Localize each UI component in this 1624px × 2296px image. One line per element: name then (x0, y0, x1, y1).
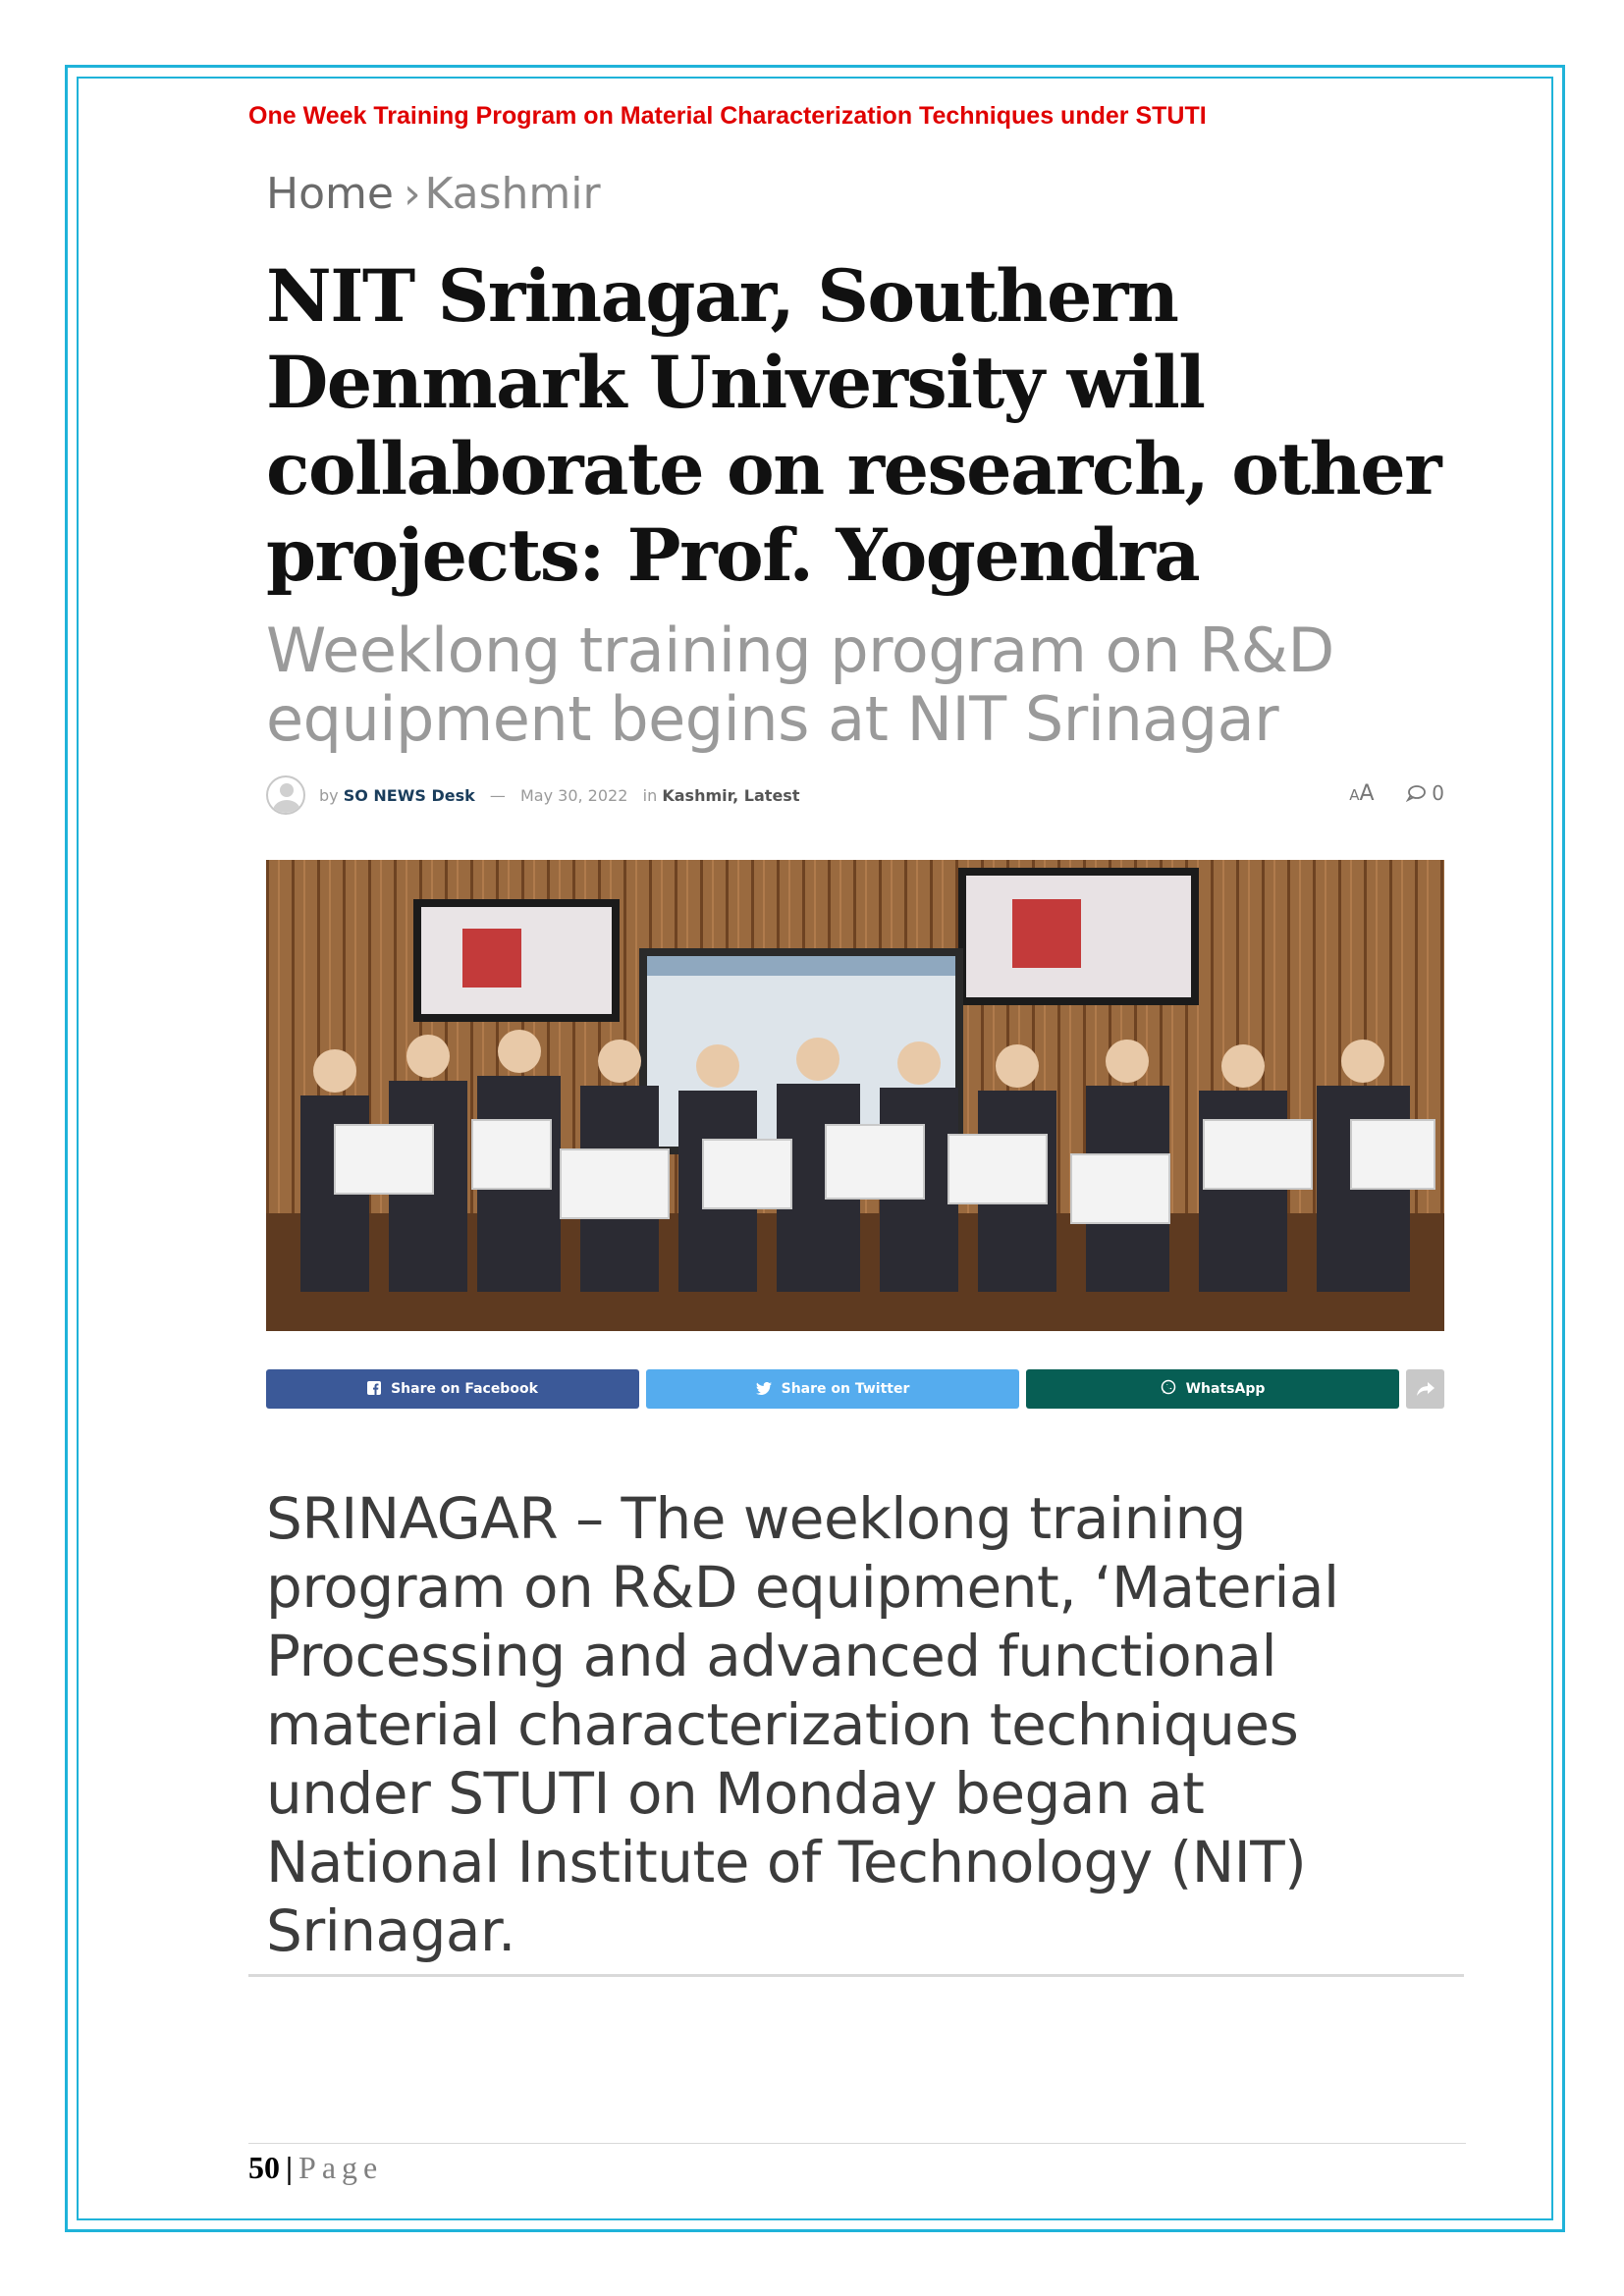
breadcrumb (266, 169, 601, 219)
article-subtitle: Weeklong training program on R&D equipment begins at NIT Srinagar (266, 614, 1334, 755)
facebook-icon (367, 1380, 381, 1399)
group-photo-illustration (266, 860, 1444, 1331)
breadcrumb-home[interactable]: Home (266, 169, 394, 219)
chevron-right-icon: › (403, 169, 421, 219)
category-links[interactable]: Kashmir, Latest (662, 786, 800, 805)
comment-count: 0 (1432, 781, 1444, 805)
share-more-button[interactable] (1406, 1369, 1444, 1409)
whatsapp-icon (1161, 1379, 1176, 1399)
share-whatsapp-button[interactable]: WhatsApp (1026, 1369, 1399, 1409)
page-word: Page (298, 2150, 384, 2185)
publish-date: May 30, 2022 (519, 786, 628, 805)
footer-separator: | (286, 2150, 294, 2185)
font-size-icon[interactable]: AA (1349, 781, 1375, 806)
breadcrumb-section[interactable]: Kashmir (424, 169, 601, 219)
page-footer (248, 2150, 383, 2186)
page-number: 50 (248, 2150, 280, 2185)
share-arrow-icon (1417, 1377, 1435, 1401)
author-avatar-icon (266, 775, 305, 815)
share-twitter-button[interactable]: Share on Twitter (646, 1369, 1019, 1409)
comment-icon[interactable] (1406, 781, 1432, 805)
twitter-icon (756, 1380, 772, 1399)
author-link[interactable]: SO NEWS Desk (343, 786, 475, 805)
footer-divider (248, 2143, 1466, 2144)
in-prefix: in (642, 786, 658, 805)
share-facebook-button[interactable]: Share on Facebook (266, 1369, 639, 1409)
article-body: SRINAGAR – The weeklong training program on R&D equipment, ‘Material Processing and advanced functional material characterization techniques under STUTI on Monday began at National Institute of Technology (NIT) Srinagar. (266, 1485, 1339, 1964)
article-meta (266, 775, 1444, 815)
article-title: NIT Srinagar, Southern Denmark University will collaborate on research, other projects: Prof. Yogendra (266, 254, 1441, 598)
meta-dash: — (489, 786, 506, 805)
document-header: One Week Training Program on Material Characterization Techniques under STUTI (248, 102, 1207, 130)
article-photo (266, 860, 1444, 1331)
share-bar (266, 1369, 1444, 1409)
by-prefix: by (319, 786, 339, 805)
divider (248, 1974, 1464, 1977)
